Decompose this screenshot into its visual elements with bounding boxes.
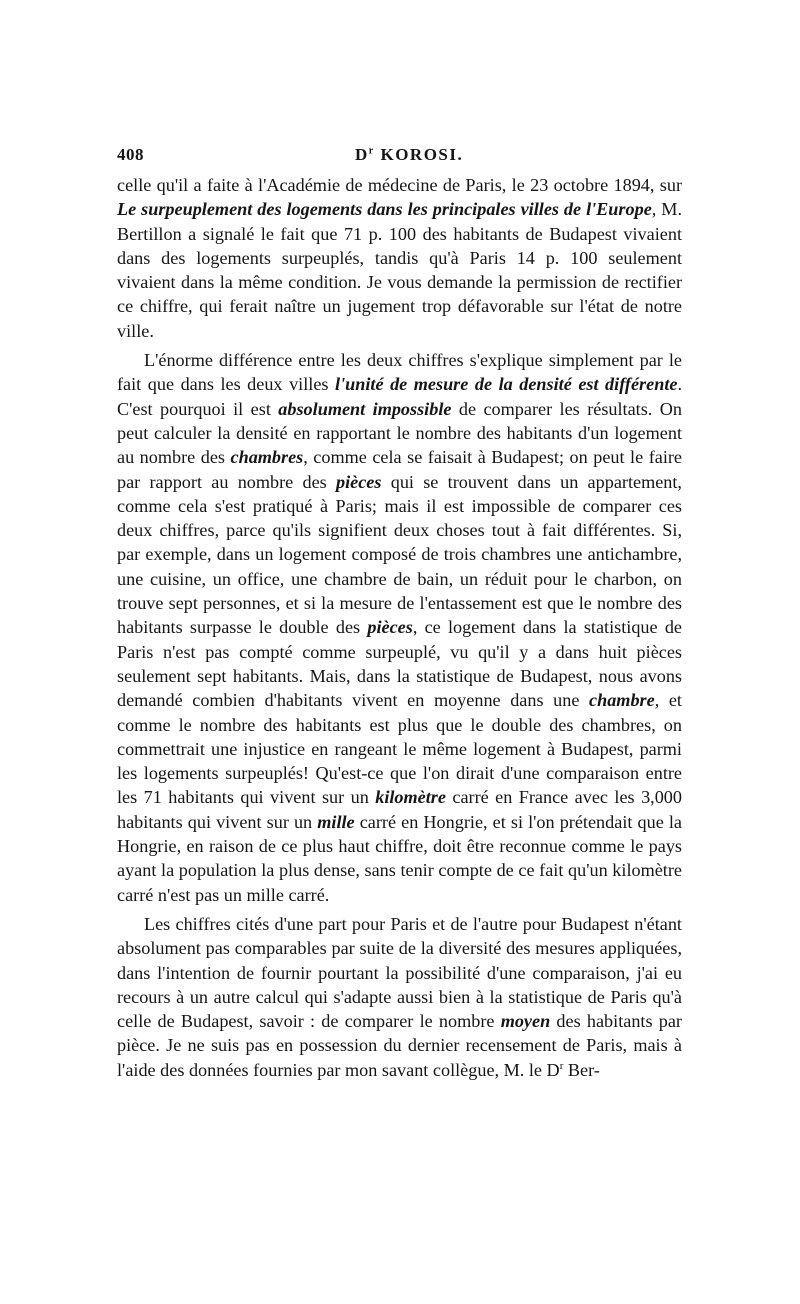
author-name: KOROSI. <box>374 145 464 164</box>
body-text: , M. Bertillon a signalé le fait que 71 p. 100 des habitants de Budapest vivaient dans des logements surpeuplés, tandis qu'à Paris 14 p. 100 seulement vivaient dans la même condition. Je vous demande la permission de rectifier ce chiffre, qui ferait naître un jugement trop défavorable sur l'état de notre ville. <box>117 199 682 341</box>
italic-text: mille <box>317 811 355 832</box>
body-text: Les chiffres cités d'une part pour Paris et de l'autre pour Budapest n'étant absolument pas comparables par suite de la diversité des mesures appliquées, dans l'intention de fournir pourtant la possibilité d'une comparaison, j'ai eu recours à un autre calcul qui s'adapte aussi bien à la statistique de Paris qu'à celle de Budapest, savoir : de comparer le nombre <box>117 913 682 1032</box>
book-page <box>117 143 682 1082</box>
body-text: qui se trouvent dans un appartement, comme cela s'est pratiqué à Paris; mais il est impossible de comparer ces deux chiffres, parce qu'ils signifient deux choses tout à fait différentes. Si, par exemple, dans un logement composé de trois chambres une antichambre, une cuisine, un office, une chambre de bain, un réduit pour le charbon, on trouve sept personnes, et si la mesure de l'entassement est que le nombre des habitants surpasse le double des <box>117 471 682 638</box>
body-text: L'énorme différence entre les deux chiffres s'explique simplement par le fait que dans les deux villes <box>117 350 682 395</box>
author-prefix: D <box>355 145 369 164</box>
italic-text: chambre <box>589 690 655 711</box>
body-text: , ce logement dans la statistique de Paris n'est pas compté comme surpeuplé, vu qu'il y a dans huit pièces seulement sept habitants. Mais, dans la statistique de Budapest, nous avons demandé combien d'habitants vivent en moyenne dans une <box>117 617 682 711</box>
body-text: . C'est pourquoi il est <box>117 374 682 419</box>
page-number: 408 <box>117 145 144 164</box>
italic-text: pièces <box>336 471 382 492</box>
italic-text: kilomètre <box>375 787 446 808</box>
paragraph-1 <box>117 173 682 343</box>
paragraph-3 <box>117 912 682 1082</box>
body-text: Ber- <box>563 1059 600 1080</box>
body-text: , et comme le nombre des habitants est plus que le double des chambres, on commettrait une injustice en rangeant le même logement à Budapest, parmi les logements surpeuplés! Qu'est-ce que l'on dirait d'une comparaison entre les 71 habitants qui vivent sur un <box>117 690 682 808</box>
body-text: carré en France avec les 3,000 habitants qui vivent sur un <box>117 787 682 832</box>
italic-text: absolument impossible <box>278 398 452 419</box>
italic-text: Le surpeuplement des logements dans les principales villes de l'Europe <box>117 199 652 220</box>
running-title <box>355 145 463 165</box>
body-text: , comme cela se faisait à Budapest; on peut le faire par rapport au nombre des <box>117 447 682 492</box>
italic-text: moyen <box>500 1011 551 1032</box>
running-head <box>117 143 682 173</box>
italic-text: l'unité de mesure de la densité est différente <box>335 374 678 395</box>
paragraph-2 <box>117 348 682 907</box>
italic-text: pièces <box>367 617 413 638</box>
body-text: carré en Hongrie, et si l'on prétendait que la Hongrie, en raison de ce plus haut chiffre, doit être reconnue comme le pays ayant la population la plus dense, sans tenir compte de ce fait qu'un kilomètre carré n'est pas un mille carré. <box>117 811 682 905</box>
body-text: de comparer les résultats. On peut calculer la densité en rapportant le nombre des habitants d'un logement au nombre des <box>117 398 682 468</box>
author-sup: r <box>368 145 375 157</box>
superscript-text: r <box>559 1059 564 1072</box>
body-text: celle qu'il a faite à l'Académie de médecine de Paris, le 23 octobre 1894, sur <box>117 175 682 195</box>
italic-text: chambres <box>230 447 304 468</box>
body-text: des habitants par pièce. Je ne suis pas en possession du dernier recensement de Paris, mais à l'aide des données fournies par mon savant collègue, M. le D <box>117 1011 682 1080</box>
